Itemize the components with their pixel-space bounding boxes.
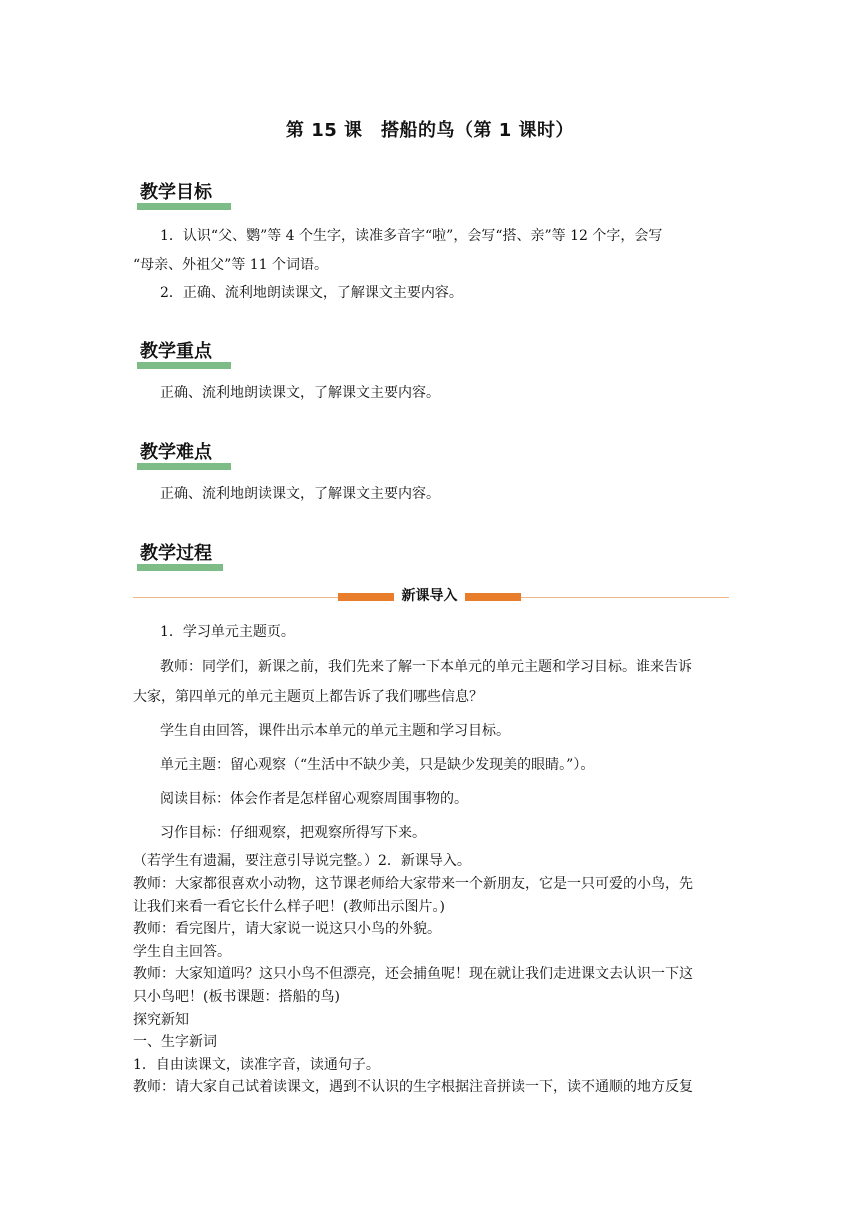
plain-line-8: 探究新知 [133,1012,189,1028]
goal-line-2: “母亲、外祖父”等 11 个词语。 [133,257,329,273]
process-line-1: 1．学习单元主题页。 [160,624,295,640]
heading-underline [137,564,223,571]
section-heading-key-points: 教学重点 [140,337,212,363]
plain-line-3: 让我们来看一看它长什么样子吧！(教师出示图片。) [133,899,445,915]
difficulties-text: 正确、流利地朗读课文，了解课文主要内容。 [160,486,440,502]
process-line-7: 习作目标：仔细观察，把观察所得写下来。 [160,825,426,841]
plain-line-1: （若学生有遗漏，要注意引导说完整。）2．新课导入。 [133,853,471,869]
process-line-3: 大家，第四单元的单元主题页上都告诉了我们哪些信息？ [133,689,483,705]
plain-line-6: 教师：大家知道吗？这只小鸟不但漂亮，还会捕鱼呢！现在就让我们走进课文去认识一下这 [133,966,693,982]
section-heading-difficulties: 教学难点 [140,438,212,464]
heading-underline [137,362,231,369]
process-line-6: 阅读目标：体会作者是怎样留心观察周围事物的。 [160,791,468,807]
process-line-2: 教师：同学们，新课之前，我们先来了解一下本单元的单元主题和学习目标。谁来告诉 [160,659,692,675]
goal-line-1: 1．认识“父、鹦”等 4 个生字，读准多音字“啦”，会写“搭、亲”等 12 个字，会写 [160,228,663,244]
section-heading-goals: 教学目标 [140,178,212,204]
divider-label: 新课导入 [394,586,465,606]
goal-line-3: 2．正确、流利地朗读课文，了解课文主要内容。 [160,285,463,301]
plain-line-4: 教师：看完图片，请大家说一说这只小鸟的外貌。 [133,921,441,937]
plain-line-11: 教师：请大家自己试着读课文，遇到不认识的生字根据注音拼读一下，读不通顺的地方反复 [133,1079,693,1095]
page-title: 第 15 课 搭船的鸟（第 1 课时） [285,120,575,141]
plain-line-10: 1．自由读课文，读准字音，读通句子。 [133,1057,380,1073]
key-points-text: 正确、流利地朗读课文，了解课文主要内容。 [160,385,440,401]
plain-line-7: 只小鸟吧！(板书课题：搭船的鸟) [133,989,340,1005]
process-line-4: 学生自由回答，课件出示本单元的单元主题和学习目标。 [160,723,510,739]
heading-underline [137,203,231,210]
process-line-5: 单元主题：留心观察（“生活中不缺少美，只是缺少发现美的眼睛。”）。 [160,757,595,773]
plain-line-5: 学生自主回答。 [133,944,231,960]
plain-line-2: 教师：大家都很喜欢小动物，这节课老师给大家带来一个新朋友，它是一只可爱的小鸟，先 [133,876,693,892]
divider-accent-left [338,593,394,601]
section-heading-process: 教学过程 [140,539,212,565]
divider-accent-right [465,593,521,601]
heading-underline [137,463,231,470]
plain-line-9: 一、生字新词 [133,1034,217,1050]
